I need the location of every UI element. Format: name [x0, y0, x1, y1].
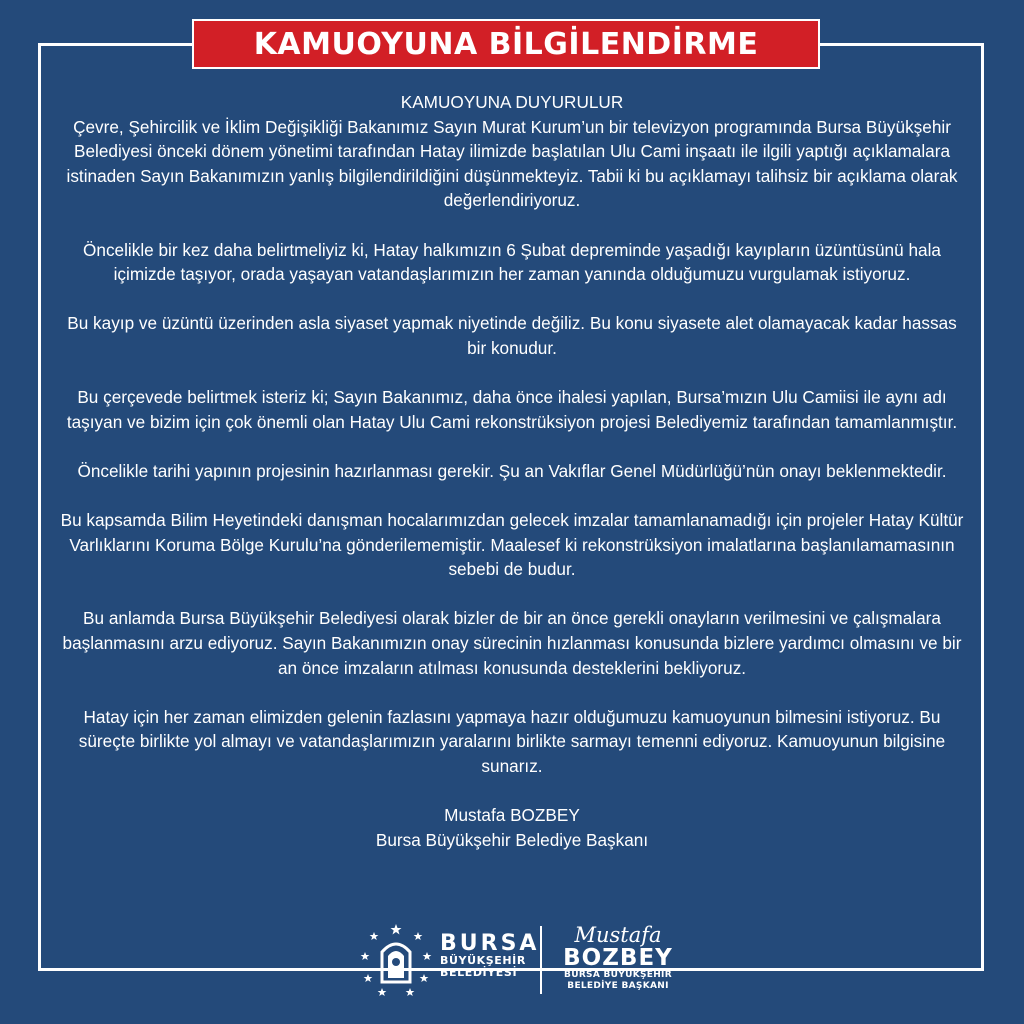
paragraph-1: Çevre, Şehircilik ve İklim Değişikliği Bakanımız Sayın Murat Kurum’un bir televizyon programında Bursa Büyükşehir Belediyesi önceki dönem yönetimi tarafından Hatay ilimizde başlatılan Ulu Cami inşaatı ile ilgili yaptığı açıklamalara istinaden Sayın Bakanımızın yanlış bilgilendirildiğini düşünmekteyiz. Tabii ki bu açıklamayı talihsiz bir açıklama olarak değerlendiriyoruz. [66, 116, 958, 211]
paragraph-8: Hatay için her zaman elimizden gelenin fazlasını yapmaya hazır olduğumuzu kamuoyunun bilmesini istiyoruz. Bu süreçte birlikte yol almayı ve vatandaşlarımızın yaralarını birlikte sarmayı temenni ediyoruz. Kamuoyunun bilgisine sunarız. [78, 706, 946, 777]
municipality-wordmark: BURSA BÜYÜKŞEHİR BELEDİYESİ [440, 931, 540, 979]
paragraph-3: Bu kayıp ve üzüntü üzerinden asla siyaset yapmak niyetinde değiliz. Bu konu siyasete alet olamayacak kadar hassas bir konudur. [67, 313, 957, 358]
mayor-logo: Mustafa BOZBEY BURSA BÜYÜKŞEHİR BELEDİYE BAŞKANI [563, 923, 673, 991]
page-title: KAMUOYUNA BİLGİLENDİRME [253, 26, 759, 62]
announcement-body [60, 90, 964, 852]
paragraph-6: Bu kapsamda Bilim Heyetindeki danışman hocalarımızdan gelecek imzalar tamamlanamadığı için projeler Hatay Kültür Varlıklarını Koruma Bölge Kurulu’na gönderilememiştir. Maalesef ki rekonstrüksiyon imalatlarına başlanılamamasının sebebi de budur. [60, 510, 964, 580]
signature-block [60, 803, 964, 852]
logo-row [360, 922, 690, 998]
paragraph-2: Öncelikle bir kez daha belirtmeliyiz ki, Hatay halkımızın 6 Şubat depreminde yaşadığı kayıpların üzüntüsünü hala içimizde taşıyor, orada yaşayan vatandaşlarımızın her zaman yanında olduğumuzu vurgulamak istiyoruz. [83, 239, 941, 285]
signature-name: Mustafa BOZBEY [444, 805, 580, 826]
signature-title: Bursa Büyükşehir Belediye Başkanı [375, 829, 649, 850]
paragraph-4: Bu çerçevede belirtmek isteriz ki; Sayın Bakanımız, daha önce ihalesi yapılan, Bursa’mızın Ulu Camiisi ile aynı adı taşıyan ve bizim için çok önemli olan Hatay Ulu Cami rekonstrüksiyon projesi Belediyemiz tarafından tamamlanmıştır. [66, 387, 958, 432]
paragraph-5: Öncelikle tarihi yapının projesinin hazırlanması gerekir. Şu an Vakıflar Genel Müdürlüğü’nün onayı beklenmektedir. [77, 460, 947, 481]
title-banner [192, 19, 820, 69]
announcement-heading: KAMUOYUNA DUYURULUR [400, 92, 624, 112]
logo-divider [540, 926, 542, 994]
paragraph-7: Bu anlamda Bursa Büyükşehir Belediyesi olarak bizler de bir an önce gerekli onayların verilmesini ve çalışmalara başlanmasını arzu ediyoruz. Sayın Bakanımızın onay sürecinin hızlanması konusunda bizlere yardımcı olmasını ve bir an önce imzaların atılması konusunda desteklerini bekliyoruz. [62, 608, 962, 678]
municipality-emblem-icon [360, 922, 432, 998]
